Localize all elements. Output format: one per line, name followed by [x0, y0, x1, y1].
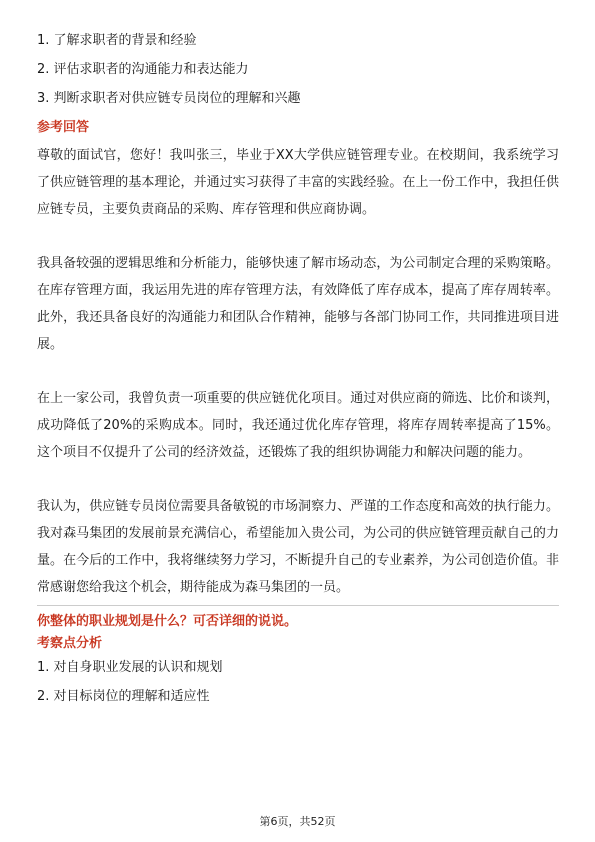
- answer-paragraph: 在上一家公司，我曾负责一项重要的供应链优化项目。通过对供应商的筛选、比价和谈判，成功降低了20%的采购成本。同时，我还通过优化库存管理，将库存周转率提高了15%。这个项目不仅提升了公司的经济效益，还锻炼了我的组织协调能力和解决问题的能力。: [37, 391, 559, 460]
- analysis-heading: 考察点分析: [37, 636, 103, 651]
- list-item: 2. 对目标岗位的理解和适应性: [37, 689, 210, 704]
- points-list-bottom: [37, 658, 559, 716]
- page-content: [37, 31, 559, 716]
- answer-paragraph: 尊敬的面试官，您好！我叫张三，毕业于XX大学供应链管理专业。在校期间，我系统学习了供应链管理的基本理论，并通过实习获得了丰富的实践经验。在上一份工作中，我担任供应链专员，主要负责商品的采购、库存管理和供应商协调。: [37, 148, 559, 217]
- list-item: 1. 了解求职者的背景和经验: [37, 33, 197, 48]
- list-item: 2. 评估求职者的沟通能力和表达能力: [37, 62, 249, 77]
- points-list-top: [37, 31, 559, 118]
- list-item: 3. 判断求职者对供应链专员岗位的理解和兴趣: [37, 91, 301, 106]
- answer-body: [37, 142, 559, 601]
- answer-paragraph: 我认为，供应链专员岗位需要具备敏锐的市场洞察力、严谨的工作态度和高效的执行能力。我对森马集团的发展前景充满信心，希望能加入贵公司，为公司的供应链管理贡献自己的力量。在今后的工作中，我将继续努力学习，不断提升自己的专业素养，为公司创造价值。非常感谢您给我这个机会，期待能成为森马集团的一员。: [37, 499, 559, 595]
- page-footer: 第6页，共52页: [259, 815, 336, 828]
- question-heading: 你整体的职业规划是什么？可否详细的说说。: [37, 614, 298, 629]
- list-item: 1. 对自身职业发展的认识和规划: [37, 660, 223, 675]
- section-divider: [37, 605, 559, 606]
- answer-paragraph: 我具备较强的逻辑思维和分析能力，能够快速了解市场动态，为公司制定合理的采购策略。在库存管理方面，我运用先进的库存管理方法，有效降低了库存成本，提高了库存周转率。此外，我还具备良好的沟通能力和团队合作精神，能够与各部门协同工作，共同推进项目进展。: [37, 256, 559, 352]
- reference-answer-heading: 参考回答: [37, 120, 90, 135]
